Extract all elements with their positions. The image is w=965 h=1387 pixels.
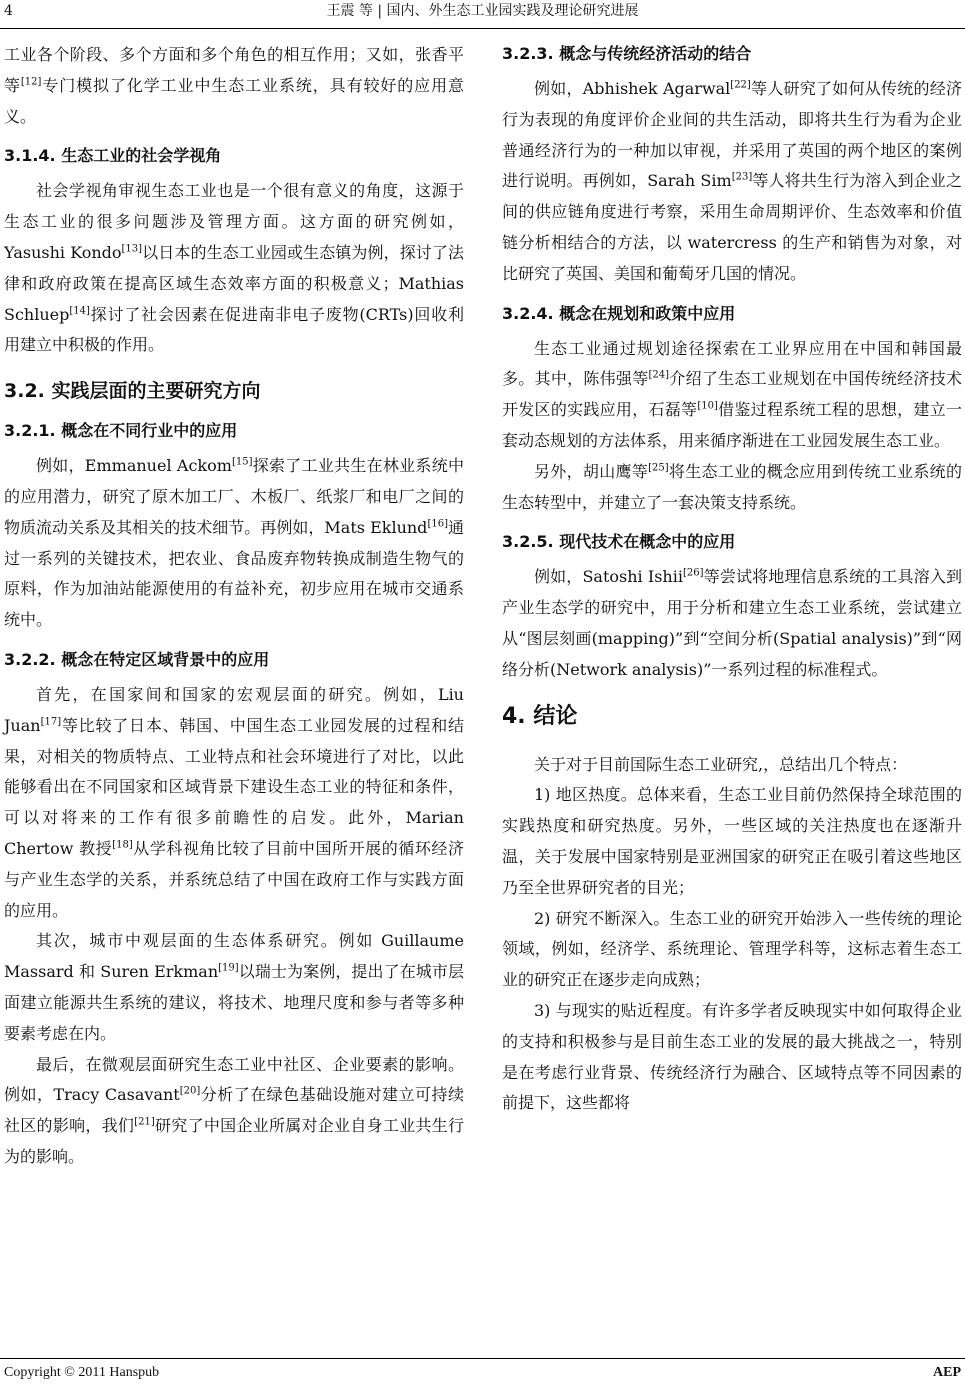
citation-ref: [25] — [648, 462, 669, 474]
journal-abbrev: AEP — [933, 1365, 961, 1380]
list-item: 2) 研究不断深入。生态工业的研究开始涉入一些传统的理论领域，例如，经济学、系统理论、管理学科等，这标志着生态工业的研究正在逐步走向成熟； — [502, 908, 962, 990]
citation-ref: [15] — [231, 456, 253, 468]
right-column — [502, 40, 962, 1119]
paragraph: 其次，城市中观层面的生态体系研究。例如 Guillaume Massard 和 Suren Erkman[19]以瑞士为案例，提出了在城市层面建立能源共生系统的建议，将技术、地理尺度和参与者等多种要素考虑在内。 — [4, 931, 464, 1043]
running-title: 王震 等 | 国内、外生态工业园实践及理论研究进展 — [326, 3, 639, 19]
citation-ref: [24] — [648, 370, 670, 382]
section-heading-3-2-1: 3.2.1. 概念在不同行业中的应用 — [4, 421, 238, 441]
paragraph: 社会学视角审视生态工业也是一个很有意义的角度，这源于生态工业的很多问题涉及管理方面。这方面的研究例如，Yasushi Kondo[13]以日本的生态工业园或生态镇为例，探讨了法律和政府政策在提高区域生态效率方面的积极意义；Mathias Schluep[14]探讨了社会因素在促进南非电子废物(CRTs)回收利用建立中积极的作用。 — [4, 181, 464, 355]
citation-ref: [10] — [697, 400, 718, 412]
citation-ref: [18] — [112, 839, 133, 851]
section-heading-3-2-2: 3.2.2. 概念在特定区域背景中的应用 — [4, 649, 270, 669]
list-item: 3) 与现实的贴近程度。有许多学者反映现实中如何取得企业的支持和积极参与是目前生态工业的发展的最大挑战之一，特别是在考虑行业背景、传统经济行为融合、区域特点等不同因素的前提下，这些都将 — [502, 1000, 962, 1113]
citation-ref: [14] — [69, 305, 90, 317]
citation-ref: [17] — [40, 716, 62, 728]
citation-ref: [20] — [179, 1085, 201, 1097]
section-heading-3-2-3: 3.2.3. 概念与传统经济活动的结合 — [502, 44, 752, 63]
paragraph: 例如，Emmanuel Ackom[15]探索了工业共生在林业系统中的应用潜力，研究了原木加工厂、木板厂、纸浆厂和电厂之间的物质流动关系及其相关的技术细节。再例如，Mats Eklund[16]通过一系列的关键技术，把农业、食品废弃物转换成制造生物气的原料，作为加油站能源使用的有益补充，初步应用在城市交通系统中。 — [4, 456, 464, 630]
citation-ref: [13] — [121, 243, 143, 255]
left-column — [4, 40, 464, 1173]
page-footer — [0, 1358, 965, 1387]
section-heading-3-2: 3.2. 实践层面的主要研究方向 — [4, 380, 261, 403]
paragraph: 生态工业通过规划途径探索在工业界应用在中国和韩国最多。其中，陈伟强等[24]介绍了生态工业规划在中国传统经济技术开发区的实践应用，石磊等[10]借鉴过程系统工程的思想，建立一套动态规划的方法体系，用来循序渐进在工业园发展生态工业。 — [502, 338, 962, 450]
paragraph: 工业各个阶段、多个方面和多个角色的相互作用；又如，张香平等[12]专门模拟了化学工业中生态工业系统，具有较好的应用意义。 — [4, 45, 464, 126]
section-heading-4: 4. 结论 — [502, 703, 578, 729]
section-heading-3-2-5: 3.2.5. 现代技术在概念中的应用 — [502, 532, 736, 552]
citation-ref: [22] — [730, 79, 751, 91]
copyright-notice: Copyright © 2011 Hanspub — [4, 1365, 160, 1380]
citation-ref: [26] — [682, 568, 704, 580]
citation-ref: [19] — [218, 962, 239, 974]
paragraph: 另外，胡山鹰等[25]将生态工业的概念应用到传统工业系统的生态转型中，并建立了一套决策支持系统。 — [502, 461, 962, 512]
citation-ref: [21] — [134, 1116, 155, 1128]
section-heading-3-2-4: 3.2.4. 概念在规划和政策中应用 — [502, 303, 736, 323]
page-number: 4 — [4, 3, 13, 19]
paragraph: 最后，在微观层面研究生态工业中社区、企业要素的影响。例如，Tracy Casavant[20]分析了在绿色基础设施对建立可持续社区的影响，我们[21]研究了中国企业所属对企业自身工业共生行为的影响。 — [4, 1054, 464, 1166]
list-item: 1) 地区热度。总体来看，生态工业目前仍然保持全球范围的实践热度和研究热度。另外，一些区域的关注热度也在逐渐升温，关于发展中国家特别是亚洲国家的研究正在吸引着这些地区乃至全世界研究者的目光； — [502, 785, 962, 897]
citation-ref: [16] — [427, 518, 448, 530]
paragraph: 首先，在国家间和国家的宏观层面的研究。例如，Liu Juan[17]等比较了日本、韩国、中国生态工业园发展的过程和结果，对相关的物质特点、工业特点和社会环境进行了对比，以此能够看出在不同国家和区域背景下建设生态工业的特征和条件，可以对将来的工作有很多前瞻性的启发。此外，Marian Chertow 教授[18]从学科视角比较了目前中国所开展的循环经济与产业生态学的关系，并系统总结了中国在政府工作与实践方面的应用。 — [4, 684, 464, 920]
paragraph: 例如，Satoshi Ishii[26]等尝试将地理信息系统的工具溶入到产业生态学的研究中，用于分析和建立生态工业系统，尝试建立从“图层刻画(mapping)”到“空间分析(Spatial analysis)”到“网络分析(Network analysis)”一系列过程的标准程式。 — [502, 567, 962, 679]
paragraph: 关于对于目前国际生态工业研究,，总结出几个特点： — [534, 754, 908, 774]
citation-ref: [23] — [731, 172, 753, 184]
citation-ref: [12] — [20, 76, 42, 88]
section-heading-3-1-4: 3.1.4. 生态工业的社会学视角 — [4, 146, 222, 166]
paragraph: 例如，Abhishek Agarwal[22]等人研究了如何从传统的经济行为表现的角度评价企业间的共生活动，即将共生行为看为企业普通经济行为的一种加以审视，并采用了英国的两个地区的案例进行说明。再例如，Sarah Sim[23]等人将共生行为溶入到企业之间的供应链角度进行考察，采用生命周期评价、生态效率和价值链分析相结合的方法，以 watercress 的生产和销售为对象，对比研究了英国、美国和葡萄牙几国的情况。 — [502, 79, 962, 283]
page-header — [0, 0, 965, 29]
